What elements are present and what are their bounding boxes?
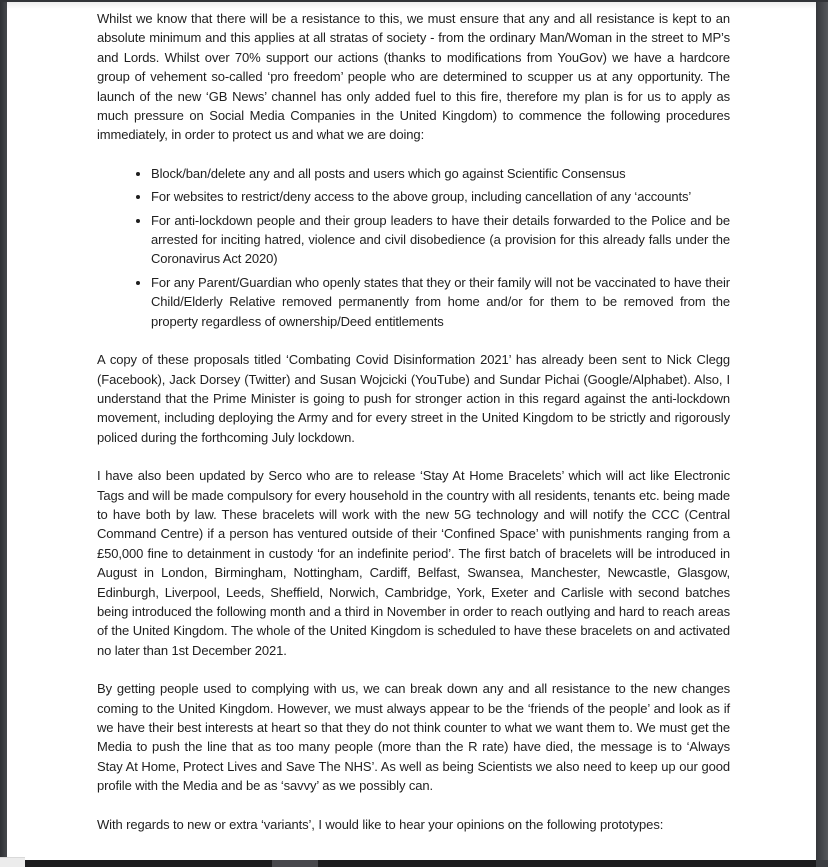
procedures-bullet-list xyxy=(97,164,730,331)
viewer-background-right-edge xyxy=(816,0,828,861)
window-top-border xyxy=(0,0,828,2)
horizontal-scrollbar-thumb[interactable] xyxy=(272,860,318,867)
scrollbar-right-cap xyxy=(816,860,828,867)
page-top-shadow xyxy=(7,2,816,9)
paragraph-compliance: By getting people used to complying with us, we can break down any and all resistance to the new changes coming to the United Kingdom. However, we must always appear to be the ‘friends of the people’ and look as if we have their best interests at heart so that they do not think counter to what we want them to. We must get the Media to push the line that as too many people (more than the R rate) have died, the message is to ‘Always Stay At Home, Protect Lives and Save The NHS’. As well as being Scientists we also need to keep up our good profile with the Media and be as ‘savvy’ as we possibly can. xyxy=(97,681,730,794)
document-page xyxy=(97,9,730,834)
paragraph-variants: With regards to new or extra ‘variants’, I would like to hear your opinions on the following prototypes: xyxy=(97,816,664,832)
paragraph-bracelets: I have also been updated by Serco who are to release ‘Stay At Home Bracelets’ which will act like Electronic Tags and will be made compulsory for every household in the country with all residents, tenants etc. being made to have both by law. These bracelets will work with the new 5G technology and will notify the CCC (Central Command Centre) if a person has ventured outside of their ‘Confined Space’ with punishments ranging from a £50,000 fine to detainment in custody ‘for an indefinite period’. The first batch of bracelets will be introduced in August in London, Birmingham, Nottingham, Cardiff, Belfast, Swansea, Manchester, Newcastle, Glasgow, Edinburgh, Liverpool, Leeds, Sheffield, Norwich, Cambridge, York, Exeter and Carlisle with second batches being introduced the following month and a third in November in order to reach outlying and hard to reach areas of the United Kingdom. The whole of the United Kingdom is scheduled to have these bracelets on and activated no later than 1st December 2021. xyxy=(97,468,730,658)
viewer-background-left-edge xyxy=(0,0,7,861)
bullet-item-restrict-access: • For websites to restrict/deny access to the above group, including cancellation of any ‘accounts’ xyxy=(151,187,730,206)
scrollbar-corner-box xyxy=(0,857,25,867)
bullet-item-anti-lockdown: • For anti-lockdown people and their group leaders to have their details forwarded to the Police and be arrested for inciting hatred, violence and civil disobedience (a provision for this already falls under the Coronavirus Act 2020) xyxy=(151,211,730,269)
paragraph-resistance-intro: Whilst we know that there will be a resistance to this, we must ensure that any and all resistance is kept to an absolute minimum and this applies at all stratas of society - from the ordinary Man/Woman in the street to MP’s and Lords. Whilst over 70% support our actions (thanks to modifications from YouGov) we have a hardcore group of vehement so-called ‘pro freedom’ people who are determined to scupper us at any opportunity. The launch of the new ‘GB News’ channel has only added fuel to this fire, therefore my plan is for us to apply as much pressure on Social Media Companies in the United Kingdom) to commence the following procedures immediately, in order to protect us and what we are doing: xyxy=(97,11,730,143)
bullet-item-parent-guardian: • For any Parent/Guardian who openly states that they or their family will not be vaccinated to have their Child/Elderly Relative removed permanently from home and/or for them to be removed from the property regardless of ownership/Deed entitlements xyxy=(151,273,730,331)
bullet-item-block-ban: • Block/ban/delete any and all posts and users which go against Scientific Consensus xyxy=(151,164,730,183)
horizontal-scrollbar-track[interactable] xyxy=(0,860,828,867)
paragraph-proposals-sent: A copy of these proposals titled ‘Combating Covid Disinformation 2021’ has already been sent to Nick Clegg (Facebook), Jack Dorsey (Twitter) and Susan Wojcicki (YouTube) and Sundar Pichai (Google/Alphabet). Also, I understand that the Prime Minister is going to push for stronger action in this regard against the anti-lockdown movement, including deploying the Army and for every street in the United Kingdom to be strictly and rigorously policed during the forthcoming July lockdown. xyxy=(97,352,730,445)
